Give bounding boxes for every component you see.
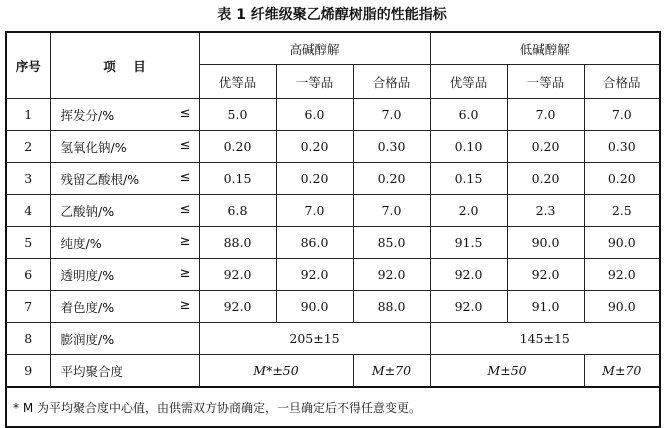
table-cell: 6.0: [276, 99, 353, 131]
table-cell: 5.0: [199, 99, 276, 131]
table-cell: 7.0: [584, 99, 660, 131]
table-row: [6, 195, 660, 227]
spec-table: [5, 31, 661, 428]
table-cell: M±70: [584, 355, 660, 388]
row-item-label: 纯度/%: [60, 235, 102, 251]
comparison-symbol: ≥: [179, 265, 191, 281]
row-item-label: 残留乙酸根/%: [60, 171, 140, 187]
table-cell: 2.3: [507, 195, 584, 227]
table-cell: 7.0: [507, 99, 584, 131]
table-cell: 0.30: [353, 131, 430, 163]
table-cell: 0.10: [430, 131, 507, 163]
table-cell: 6.8: [199, 195, 276, 227]
row-item: [50, 259, 199, 291]
comparison-symbol: ≤: [179, 169, 191, 185]
row-number: 4: [6, 195, 50, 227]
table-cell: 91.5: [430, 227, 507, 259]
row-number: 7: [6, 291, 50, 323]
header-grade: 优等品: [199, 65, 276, 99]
row-number: 1: [6, 99, 50, 131]
row-number: 2: [6, 131, 50, 163]
row-item: [50, 99, 199, 131]
table-cell: 0.30: [584, 131, 660, 163]
header-seq: 序号: [6, 32, 50, 99]
footnote: * M 为平均聚合度中心值，由供需双方协商确定，一旦确定后不得任意变更。: [6, 387, 660, 427]
row-item-label: 平均聚合度: [50, 355, 199, 388]
comparison-symbol: ≥: [179, 233, 191, 249]
row-item-label: 膨润度/%: [50, 323, 199, 355]
header-item: 项 目: [50, 32, 199, 99]
table-cell: 92.0: [507, 259, 584, 291]
table-cell: 92.0: [584, 259, 660, 291]
table-row: [6, 259, 660, 291]
table-cell: 0.15: [430, 163, 507, 195]
table-row: [6, 323, 660, 355]
table-title: 表 1 纤维级聚乙烯醇树脂的性能指标: [217, 7, 447, 23]
comparison-symbol: ≤: [179, 105, 191, 121]
row-number: 9: [6, 355, 50, 388]
table-cell: 88.0: [199, 227, 276, 259]
table-row: [6, 163, 660, 195]
table-cell: 90.0: [507, 227, 584, 259]
table-cell: 2.0: [430, 195, 507, 227]
row-item: [50, 163, 199, 195]
table-cell: 0.20: [584, 163, 660, 195]
comparison-symbol: ≥: [179, 297, 191, 313]
comparison-symbol: ≤: [179, 201, 191, 217]
table-cell: 90.0: [584, 291, 660, 323]
header-grade: 一等品: [507, 65, 584, 99]
row-item-label: 氢氧化钠/%: [60, 139, 127, 155]
table-cell: 0.20: [199, 131, 276, 163]
row-item-label: 挥发分/%: [60, 107, 115, 123]
table-cell: 0.20: [353, 163, 430, 195]
header-group-low: 低碱醇解: [430, 32, 660, 65]
comparison-symbol: ≤: [179, 137, 191, 153]
table-cell: 145±15: [430, 323, 660, 355]
header-grade: 一等品: [276, 65, 353, 99]
row-item-label: 透明度/%: [60, 267, 115, 283]
table-cell: 7.0: [353, 99, 430, 131]
table-cell: M±50: [430, 355, 584, 388]
table-cell: 86.0: [276, 227, 353, 259]
row-item: [50, 131, 199, 163]
row-item: [50, 227, 199, 259]
table-cell: 88.0: [353, 291, 430, 323]
table-cell: 0.15: [199, 163, 276, 195]
row-item-label: 乙酸钠/%: [60, 203, 115, 219]
table-cell: M±70: [353, 355, 430, 388]
row-number: 5: [6, 227, 50, 259]
table-cell: 0.20: [276, 163, 353, 195]
table-cell: 0.20: [507, 131, 584, 163]
table-cell: 7.0: [353, 195, 430, 227]
header-grade: 合格品: [353, 65, 430, 99]
table-cell: 85.0: [353, 227, 430, 259]
row-number: 3: [6, 163, 50, 195]
table-row: [6, 99, 660, 131]
row-item-label: 着色度/%: [60, 299, 115, 315]
table-cell: 92.0: [276, 259, 353, 291]
table-cell: 92.0: [353, 259, 430, 291]
row-number: 6: [6, 259, 50, 291]
row-item: [50, 195, 199, 227]
table-cell: 0.20: [276, 131, 353, 163]
table-cell: 92.0: [199, 291, 276, 323]
table-cell: 92.0: [199, 259, 276, 291]
header-group-high: 高碱醇解: [199, 32, 430, 65]
table-cell: 0.20: [507, 163, 584, 195]
table-cell: 2.5: [584, 195, 660, 227]
table-cell: 7.0: [276, 195, 353, 227]
table-row: [6, 227, 660, 259]
table-cell: 92.0: [430, 259, 507, 291]
table-row: [6, 355, 660, 388]
table-row: [6, 291, 660, 323]
table-row: [6, 131, 660, 163]
header-row-group: [6, 32, 660, 65]
table-cell: M*±50: [199, 355, 353, 388]
header-grade: 优等品: [430, 65, 507, 99]
row-item: [50, 291, 199, 323]
header-grade: 合格品: [584, 65, 660, 99]
table-cell: 205±15: [199, 323, 430, 355]
table-cell: 91.0: [507, 291, 584, 323]
table-cell: 6.0: [430, 99, 507, 131]
row-number: 8: [6, 323, 50, 355]
table-cell: 90.0: [584, 227, 660, 259]
table-cell: 90.0: [276, 291, 353, 323]
table-cell: 92.0: [430, 291, 507, 323]
footnote-row: [6, 387, 660, 427]
